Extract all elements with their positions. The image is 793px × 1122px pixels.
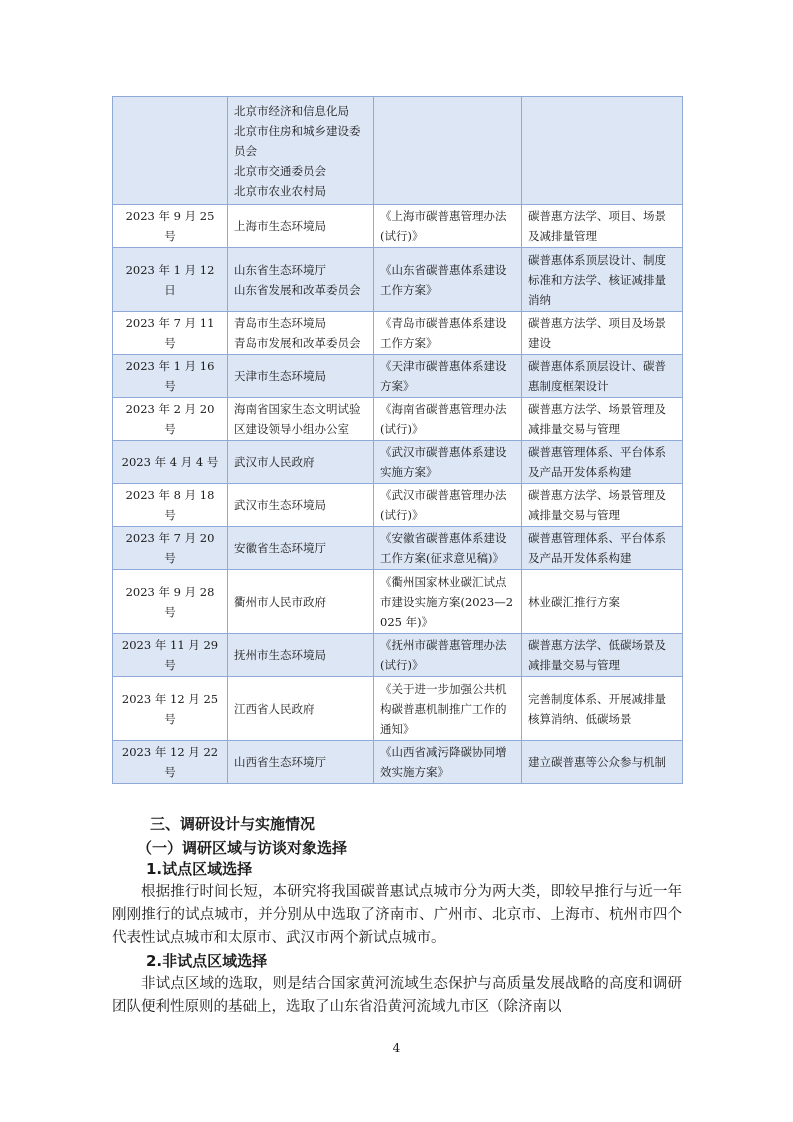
focus-cell: 完善制度体系、开展减排量核算消纳、低碳场景 bbox=[522, 677, 683, 741]
agency-cell: 海南省国家生态文明试验区建设领导小组办公室 bbox=[228, 398, 374, 441]
agency-cell: 青岛市生态环境局 青岛市发展和改革委员会 bbox=[228, 312, 374, 355]
date-cell: 2023 年 4 月 4 号 bbox=[113, 441, 228, 484]
table-row bbox=[113, 97, 683, 205]
document-cell: 《抚州市碳普惠管理办法(试行)》 bbox=[374, 634, 522, 677]
date-cell: 2023 年 1 月 16 号 bbox=[113, 355, 228, 398]
agency-cell: 抚州市生态环境局 bbox=[228, 634, 374, 677]
date-cell: 2023 年 2 月 20 号 bbox=[113, 398, 228, 441]
date-cell: 2023 年 1 月 12 日 bbox=[113, 248, 228, 312]
agency-cell: 山西省生态环境厅 bbox=[228, 741, 374, 784]
paragraph-pilot: 根据推行时间长短，本研究将我国碳普惠试点城市分为两大类，即较早推行与近一年刚刚推行的试点城市，并分别从中选取了济南市、广州市、北京市、上海市、杭州市四个代表性试点城市和太原市、武汉市两个新试点城市。 bbox=[112, 884, 682, 946]
date-cell: 2023 年 8 月 18 号 bbox=[113, 484, 228, 527]
focus-cell: 碳普惠方法学、场景管理及减排量交易与管理 bbox=[522, 484, 683, 527]
focus-cell: 碳普惠管理体系、平台体系及产品开发体系构建 bbox=[522, 527, 683, 570]
document-cell: 《上海市碳普惠管理办法(试行)》 bbox=[374, 205, 522, 248]
document-cell: 《青岛市碳普惠体系建设工作方案》 bbox=[374, 312, 522, 355]
agency-cell: 江西省人民政府 bbox=[228, 677, 374, 741]
focus-cell: 碳普惠方法学、项目及场景建设 bbox=[522, 312, 683, 355]
date-cell: 2023 年 12 月 25 号 bbox=[113, 677, 228, 741]
date-cell: 2023 年 11 月 29 号 bbox=[113, 634, 228, 677]
table-row bbox=[113, 312, 683, 355]
paragraph-non-pilot: 非试点区域的选取，则是结合国家黄河流域生态保护与高质量发展战略的高度和调研团队便利性原则的基础上，选取了山东省沿黄河流域九市区（除济南以 bbox=[112, 976, 682, 1015]
focus-cell: 碳普惠体系顶层设计、制度标准和方法学、核证减排量消纳 bbox=[522, 248, 683, 312]
focus-cell: 碳普惠体系顶层设计、碳普惠制度框架设计 bbox=[522, 355, 683, 398]
table-row bbox=[113, 248, 683, 312]
agency-cell: 武汉市人民政府 bbox=[228, 441, 374, 484]
agency-cell: 武汉市生态环境局 bbox=[228, 484, 374, 527]
table-row bbox=[113, 634, 683, 677]
document-cell: 《海南省碳普惠管理办法(试行)》 bbox=[374, 398, 522, 441]
document-cell: 《衢州国家林业碳汇试点市建设实施方案(2023—2025 年)》 bbox=[374, 570, 522, 634]
policy-table-body bbox=[113, 97, 683, 784]
document-cell bbox=[374, 97, 522, 205]
date-cell bbox=[113, 97, 228, 205]
focus-cell: 碳普惠方法学、低碳场景及减排量交易与管理 bbox=[522, 634, 683, 677]
document-cell: 《山东省碳普惠体系建设工作方案》 bbox=[374, 248, 522, 312]
focus-cell: 碳普惠管理体系、平台体系及产品开发体系构建 bbox=[522, 441, 683, 484]
date-cell: 2023 年 9 月 28 号 bbox=[113, 570, 228, 634]
table-row bbox=[113, 570, 683, 634]
date-cell: 2023 年 7 月 20 号 bbox=[113, 527, 228, 570]
subsection-heading: （一）调研区域与访谈对象选择 bbox=[137, 839, 348, 857]
focus-cell bbox=[522, 97, 683, 205]
focus-cell: 建立碳普惠等公众参与机制 bbox=[522, 741, 683, 784]
agency-cell: 天津市生态环境局 bbox=[228, 355, 374, 398]
document-cell: 《天津市碳普惠体系建设方案》 bbox=[374, 355, 522, 398]
focus-cell: 碳普惠方法学、场景管理及减排量交易与管理 bbox=[522, 398, 683, 441]
agency-cell: 上海市生态环境局 bbox=[228, 205, 374, 248]
date-cell: 2023 年 7 月 11 号 bbox=[113, 312, 228, 355]
agency-cell: 衢州市人民市政府 bbox=[228, 570, 374, 634]
item-heading-pilot: 1.试点区域选择 bbox=[146, 860, 253, 878]
document-cell: 《武汉市碳普惠管理办法(试行)》 bbox=[374, 484, 522, 527]
document-cell: 《山西省减污降碳协同增效实施方案》 bbox=[374, 741, 522, 784]
agency-cell: 安徽省生态环境厅 bbox=[228, 527, 374, 570]
table-row bbox=[113, 677, 683, 741]
item-heading-non-pilot: 2.非试点区域选择 bbox=[146, 952, 268, 970]
date-cell: 2023 年 12 月 22 号 bbox=[113, 741, 228, 784]
table-row bbox=[113, 484, 683, 527]
document-cell: 《武汉市碳普惠体系建设实施方案》 bbox=[374, 441, 522, 484]
page-number: 4 bbox=[392, 1041, 401, 1055]
table-row bbox=[113, 741, 683, 784]
table-row bbox=[113, 355, 683, 398]
document-cell: 《安徽省碳普惠体系建设工作方案(征求意见稿)》 bbox=[374, 527, 522, 570]
table-row bbox=[113, 398, 683, 441]
agency-cell: 北京市经济和信息化局 北京市住房和城乡建设委员会 北京市交通委员会 北京市农业农村局 bbox=[228, 97, 374, 205]
agency-cell: 山东省生态环境厅 山东省发展和改革委员会 bbox=[228, 248, 374, 312]
table-row bbox=[113, 441, 683, 484]
focus-cell: 林业碳汇推行方案 bbox=[522, 570, 683, 634]
date-cell: 2023 年 9 月 25 号 bbox=[113, 205, 228, 248]
section-heading: 三、调研设计与实施情况 bbox=[150, 815, 316, 833]
focus-cell: 碳普惠方法学、项目、场景及减排量管理 bbox=[522, 205, 683, 248]
table-row bbox=[113, 527, 683, 570]
document-cell: 《关于进一步加强公共机构碳普惠机制推广工作的通知》 bbox=[374, 677, 522, 741]
table-row bbox=[113, 205, 683, 248]
policy-table bbox=[112, 96, 683, 784]
